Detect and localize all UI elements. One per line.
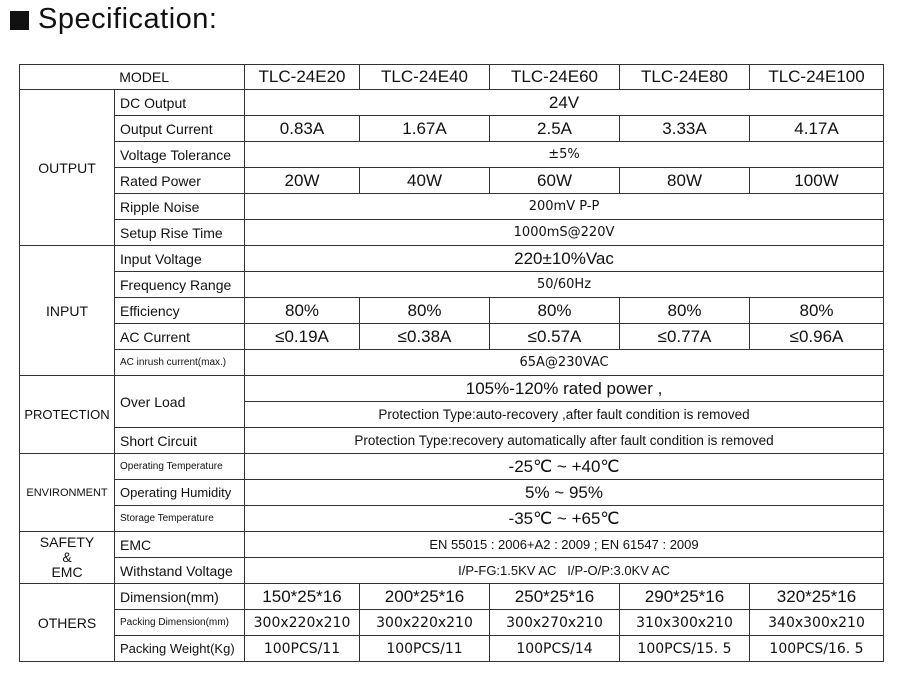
group-protection: PROTECTION [20,376,115,454]
spec-row [20,532,884,558]
value-cell: 24V [245,90,884,116]
value-cell: 60W [490,168,620,194]
spec-row [20,194,884,220]
value-cell: 4.17A [750,116,884,142]
header-row [20,65,884,90]
value-cell: 300x220x210 [245,610,360,636]
spec-row [20,246,884,272]
row-label: Input Voltage [115,246,245,272]
page-title [10,0,218,38]
model-cell: TLC-24E80 [620,65,750,90]
value-cell: 100PCS/15. 5 [620,636,750,662]
bullet-square-icon [10,11,29,30]
spec-row [20,324,884,350]
specification-table [19,64,884,662]
spec-row [20,116,884,142]
row-label: Short Circuit [115,428,245,454]
title-text: Specification: [38,2,218,35]
group-safety-line: SAFETY [39,534,95,550]
value-cell: 3.33A [620,116,750,142]
model-cell: TLC-24E40 [360,65,490,90]
value-cell: 200*25*16 [360,584,490,610]
group-output: OUTPUT [20,90,115,246]
model-label: MODEL [20,65,245,90]
row-label: Operating Temperature [115,454,245,480]
spec-row [20,376,884,402]
group-safety-line: EMC [51,564,83,580]
row-label: AC inrush current(max.) [115,350,245,376]
value-cell: Protection Type:recovery automatically after fault condition is removed [245,428,884,454]
value-cell: -35℃ ~ +65℃ [245,506,884,532]
value-cell: 80W [620,168,750,194]
spec-row [20,558,884,584]
value-cell: 2.5A [490,116,620,142]
value-cell: 300x270x210 [490,610,620,636]
row-label: Operating Humidity [115,480,245,506]
value-cell: I/P-FG:1.5KV AC I/P-O/P:3.0KV AC [245,558,884,584]
value-cell: 150*25*16 [245,584,360,610]
model-cell: TLC-24E20 [245,65,360,90]
group-safety-line: & [62,549,72,565]
value-cell: 50/60Hz [245,272,884,298]
value-cell: 1000mS@220V [245,220,884,246]
row-label: Packing Weight(Kg) [115,636,245,662]
group-others: OTHERS [20,584,115,662]
value-cell: 100PCS/14 [490,636,620,662]
value-cell: 320*25*16 [750,584,884,610]
row-label: EMC [115,532,245,558]
spec-row [20,454,884,480]
value-cell: 0.83A [245,116,360,142]
value-cell: ±5% [245,142,884,168]
row-label: Withstand Voltage [115,558,245,584]
spec-row [20,584,884,610]
group-input: INPUT [20,246,115,376]
value-cell: 80% [360,298,490,324]
row-label: Storage Temperature [115,506,245,532]
value-cell: ≤0.57A [490,324,620,350]
spec-row [20,636,884,662]
spec-row [20,168,884,194]
row-label: AC Current [115,324,245,350]
value-cell: ≤0.19A [245,324,360,350]
spec-row [20,428,884,454]
value-cell: Protection Type:auto-recovery ,after fault condition is removed [245,402,884,428]
group-environment: ENVIRONMENT [20,454,115,532]
row-label: Setup Rise Time [115,220,245,246]
value-cell: 100W [750,168,884,194]
value-cell: 40W [360,168,490,194]
value-cell: 80% [750,298,884,324]
spec-row [20,506,884,532]
row-label: Frequency Range [115,272,245,298]
spec-row [20,220,884,246]
value-cell: 105%-120% rated power , [245,376,884,402]
value-cell: 5% ~ 95% [245,480,884,506]
value-cell: 220±10%Vac [245,246,884,272]
value-cell: ≤0.96A [750,324,884,350]
row-label: Voltage Tolerance [115,142,245,168]
spec-row [20,350,884,376]
value-cell: 80% [620,298,750,324]
row-label: Dimension(mm) [115,584,245,610]
value-cell: 250*25*16 [490,584,620,610]
value-cell: EN 55015 : 2006+A2 : 2009 ; EN 61547 : 2009 [245,532,884,558]
row-label: Efficiency [115,298,245,324]
row-label: Ripple Noise [115,194,245,220]
value-cell: 310x300x210 [620,610,750,636]
spec-row [20,272,884,298]
value-cell: 20W [245,168,360,194]
row-label: DC Output [115,90,245,116]
spec-row [20,480,884,506]
value-cell: 200mV P-P [245,194,884,220]
group-safety [20,532,115,584]
value-cell: ≤0.77A [620,324,750,350]
row-label: Over Load [115,376,245,428]
row-label: Packing Dimension(mm) [115,610,245,636]
value-cell: 80% [245,298,360,324]
value-cell: 100PCS/16. 5 [750,636,884,662]
value-cell: 100PCS/11 [360,636,490,662]
row-label: Output Current [115,116,245,142]
value-cell: 80% [490,298,620,324]
spec-row [20,142,884,168]
spec-row [20,90,884,116]
spec-row [20,610,884,636]
value-cell: 340x300x210 [750,610,884,636]
row-label: Rated Power [115,168,245,194]
value-cell: ≤0.38A [360,324,490,350]
value-cell: 300x220x210 [360,610,490,636]
model-cell: TLC-24E100 [750,65,884,90]
model-cell: TLC-24E60 [490,65,620,90]
value-cell: 1.67A [360,116,490,142]
value-cell: 290*25*16 [620,584,750,610]
value-cell: -25℃ ~ +40℃ [245,454,884,480]
spec-row [20,298,884,324]
value-cell: 65A@230VAC [245,350,884,376]
value-cell: 100PCS/11 [245,636,360,662]
